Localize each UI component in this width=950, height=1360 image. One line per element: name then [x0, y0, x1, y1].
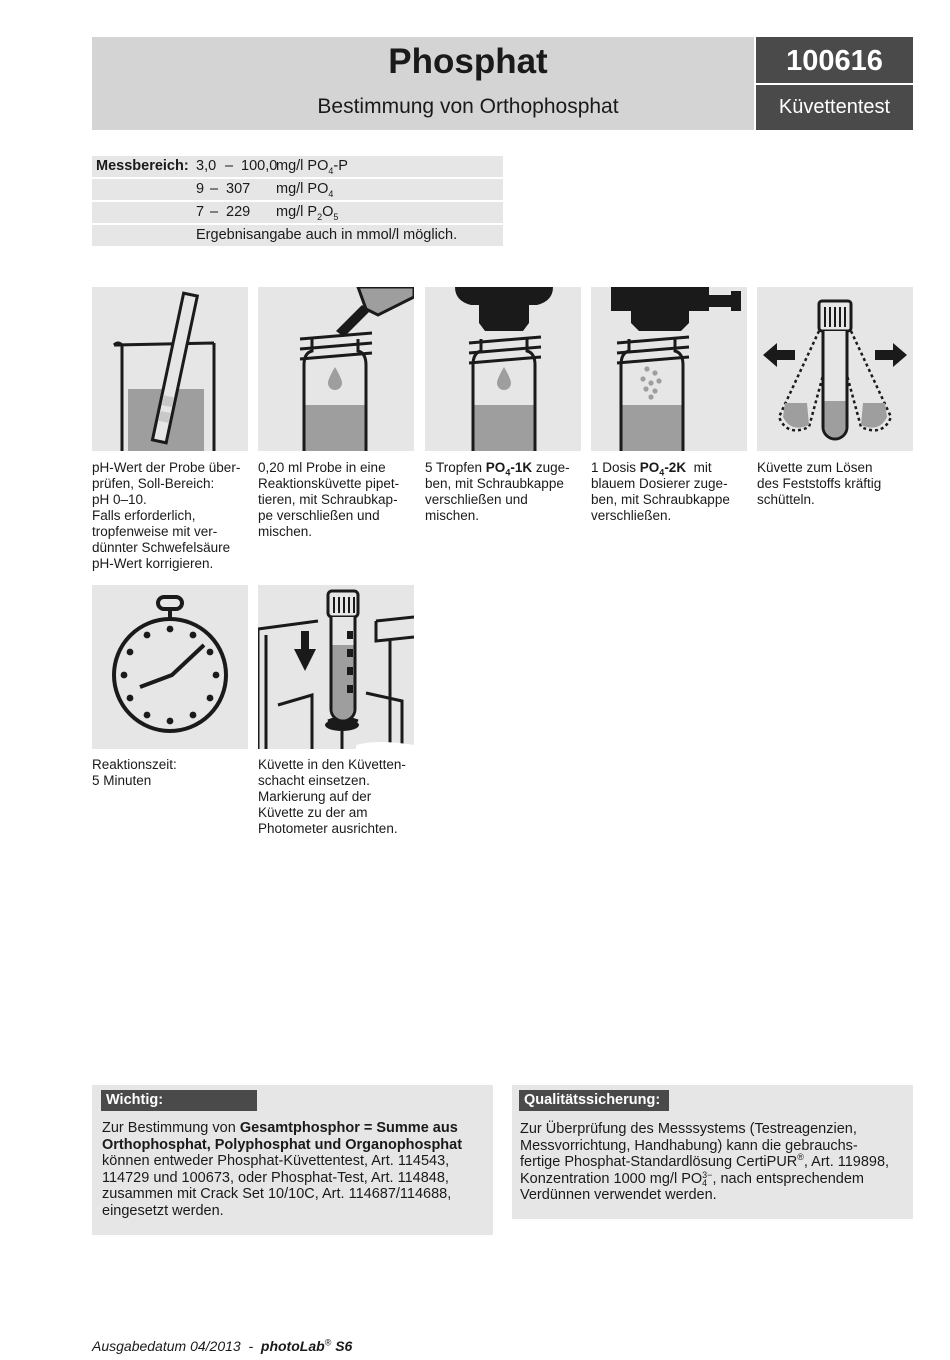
step-5-caption: Küvette zum Lösen des Feststoffs kräftig schütteln. [757, 460, 882, 507]
range-label: Messbereich: [96, 158, 189, 174]
page-title: Phosphat [388, 42, 548, 81]
quality-tag: Qualitätssicherung: [519, 1090, 669, 1111]
step-7-caption: Küvette in den Küvetten- schacht einsetzen. Markierung auf der Küvette zu der am Photometer ausrichten. [258, 757, 406, 836]
step-4-illustration [591, 287, 747, 451]
range-row: 9 – 307 mg/l $PO_4$ [92, 179, 503, 200]
step-4-caption: 1 Dosis $PO_4-2K$ mit blauem Dosierer zuge- ben, mit Schraubkappe verschließen. [591, 460, 730, 523]
stopwatch-icon [92, 585, 248, 749]
step-3-illustration [425, 287, 581, 451]
beaker-test-strip-icon [92, 287, 248, 451]
step-6-illustration [92, 585, 248, 749]
step-7-illustration [258, 585, 414, 749]
step-6-caption: Reaktionszeit: 5 Minuten [92, 757, 177, 788]
page-subtitle: Bestimmung von Orthophosphat [317, 95, 619, 118]
step-3-caption: 5 Tropfen $PO_4-1K$ zuge- ben, mit Schraubkappe verschließen und mischen. [425, 460, 570, 523]
article-number: 100616 [756, 37, 913, 83]
pipette-cuvette-icon [258, 287, 414, 451]
shake-cuvette-icon [757, 287, 913, 451]
range-note: Ergebnisangabe auch in mmol/l möglich. [196, 227, 458, 243]
insert-cuvette-icon [258, 585, 414, 749]
range-row: 7 – 229 mg/l $P_2O_5$ [92, 202, 503, 223]
range-note-row [92, 225, 503, 246]
step-2-caption: 0,20 ml Probe in eine Reaktionsküvette pipet- tieren, mit Schraubkap- pe verschließen und mischen. [258, 460, 400, 539]
footer: Ausgabedatum 04/2013 - photoLab® S6 [92, 1337, 353, 1354]
step-1-illustration [92, 287, 248, 451]
step-2-illustration [258, 287, 414, 451]
quality-text: Zur Überprüfung des Messsystems (Testreagenzien, Messvorrichtung, Handhabung) kann die gebrauchs- fertige Phosphat-Standardlösung CertiPUR®, Art. 119898, Konzentration 1000 mg/l PO 3− 4 , nach entsprechendem Verdünnen verwendet werden. [520, 1121, 890, 1203]
dropper-bottle-icon [425, 287, 581, 451]
range-row: Messbereich: 3,0 – 100,0 mg/l $PO_4-P$ [92, 156, 503, 177]
important-text: Zur Bestimmung von Gesamtphosphor = Summe aus Orthophosphat, Polyphosphat und Organophosphat können entweder Phosphat-Küvettentest, Art. 114543, 114729 und 100673, oder Phosphat-Test, Art. 114848, zusammen mit Crack Set 10/10C, Art. 114687/114688, eingesetzt werden. [102, 1120, 463, 1219]
step-5-illustration [757, 287, 913, 451]
dispenser-bottle-icon [591, 287, 747, 451]
kit-type: Küvettentest [756, 85, 913, 130]
step-1-caption: pH-Wert der Probe über- prüfen, Soll-Bereich: pH 0–10. Falls erforderlich, tropfenweise mit ver- dünnter Schwefelsäure pH-Wert korrigieren. [92, 460, 241, 571]
important-tag: Wichtig: [101, 1090, 257, 1111]
